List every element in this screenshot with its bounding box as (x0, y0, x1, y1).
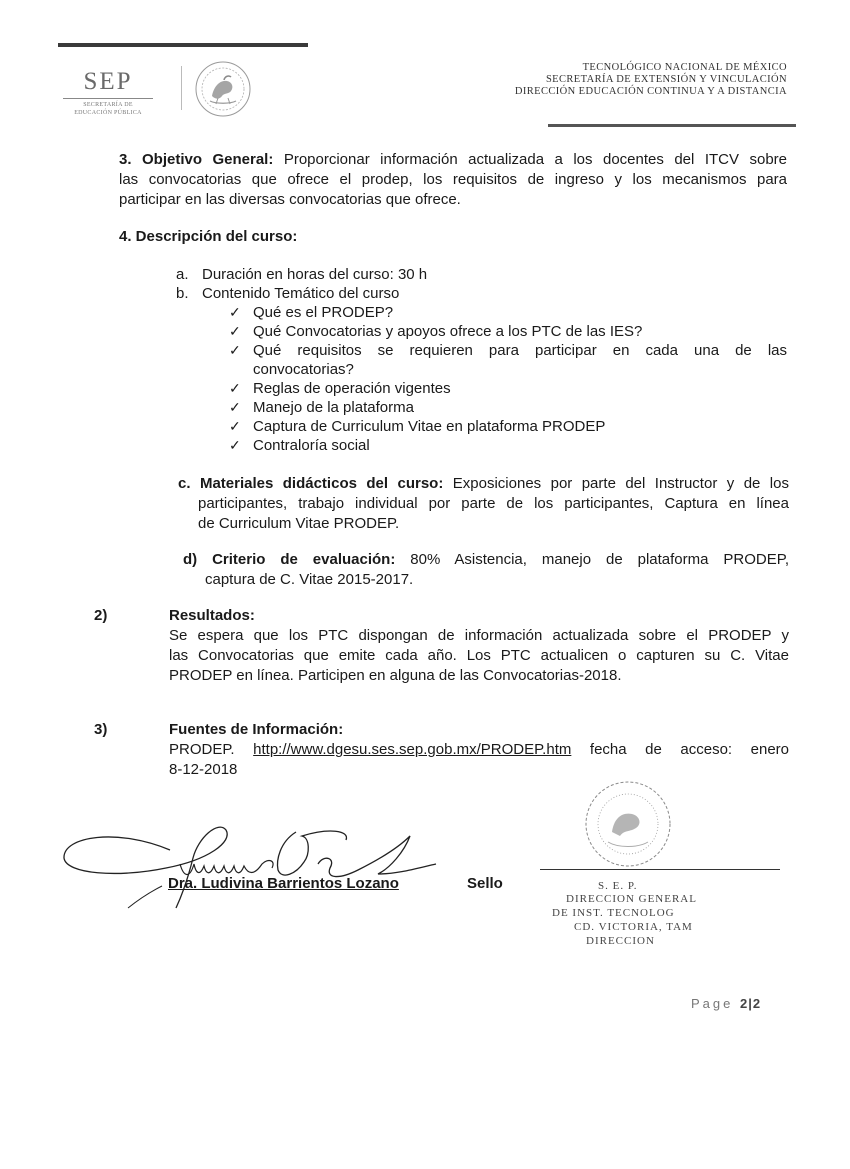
topic-item: Contraloría social (253, 437, 370, 454)
item-b-text: Contenido Temático del curso (202, 285, 400, 302)
check-icon: ✓ (229, 304, 241, 320)
item-b-marker: b. (176, 285, 189, 302)
topic-item: Qué requisitos se requieren para participar en cada una de las (253, 342, 787, 359)
item-a-marker: a. (176, 266, 189, 283)
objetivo-line-3: participar en las diversas convocatorias que ofrece. (119, 191, 461, 208)
sep-logo-rule (63, 98, 153, 99)
item-a-text: Duración en horas del curso: 30 h (202, 266, 428, 283)
sello-rule (540, 869, 780, 870)
materiales-text-1: Exposiciones por parte del Instructor y de los (452, 475, 789, 492)
stamp-line-1: S. E. P. (598, 880, 638, 892)
sep-subtitle-2: EDUCACIÓN PÚBLICA (74, 110, 142, 116)
check-icon: ✓ (229, 380, 241, 396)
materiales-heading: c. Materiales didácticos del curso: (178, 475, 444, 492)
topic-item: Qué Convocatorias y apoyos ofrece a los PTC de las IES? (253, 323, 643, 340)
resultados-line-2: las Convocatorias que emite cada año. Los PTC actualicen o capturen su C. Vitae (169, 647, 789, 664)
sep-logo-block (58, 68, 158, 117)
header-secretaria: SECRETARÍA DE EXTENSIÓN Y VINCULACIÓN (545, 74, 787, 85)
materiales-line-2: participantes, trabajo individual por parte de los participantes, Captura en línea (198, 495, 789, 512)
page-total: 2 (752, 996, 762, 1011)
criterio-line-1 (183, 550, 789, 570)
page-label: Page (691, 996, 734, 1011)
handwritten-signature (58, 808, 458, 918)
criterio-line-2: captura de C. Vitae 2015-2017. (205, 571, 414, 588)
fuentes-suffix: fecha de acceso: enero (589, 741, 790, 758)
page-separator: | (748, 996, 753, 1011)
fuentes-line-1 (169, 740, 789, 760)
topic-item: Captura de Curriculum Vitae en plataforma PRODEP (253, 418, 606, 435)
stamp-line-4: CD. VICTORIA, TAM (574, 921, 693, 933)
fuentes-line-2: 8-12-2018 (169, 761, 238, 778)
check-icon: ✓ (229, 342, 241, 358)
objetivo-line-1 (119, 150, 787, 170)
page-current: 2 (740, 996, 749, 1011)
topic-item-continued: convocatorias? (253, 361, 354, 378)
stamp-line-2: DIRECCION GENERAL (566, 893, 697, 905)
official-seal-stamp (568, 772, 688, 868)
page-number (691, 996, 761, 1011)
check-icon: ✓ (229, 399, 241, 415)
resultados-number: 2) (94, 607, 108, 624)
stamp-line-3: DE INST. TECNOLOG (552, 907, 675, 919)
sello-label: Sello (467, 875, 503, 892)
fuentes-link[interactable]: http://www.dgesu.ses.sep.gob.mx/PRODEP.htm (253, 741, 572, 758)
objetivo-heading: 3. Objetivo General: (119, 151, 274, 168)
signatory-name: Dra. Ludivina Barrientos Lozano (168, 875, 399, 892)
materiales-line-3: de Curriculum Vitae PRODEP. (198, 515, 400, 532)
sep-subtitle-1: SECRETARÍA DE (83, 102, 133, 108)
header-direccion: DIRECCIÓN EDUCACIÓN CONTINUA Y A DISTANCIA (514, 86, 787, 97)
check-icon: ✓ (229, 437, 241, 453)
check-icon: ✓ (229, 323, 241, 339)
criterio-heading: d) Criterio de evaluación: (183, 551, 396, 568)
header-bottom-rule (548, 124, 796, 127)
topic-item: Manejo de la plataforma (253, 399, 414, 416)
mexico-coat-of-arms-icon (194, 60, 252, 118)
materiales-line-1 (178, 474, 789, 494)
objetivo-text-1: Proporcionar información actualizada a los docentes del ITCV sobre (283, 151, 787, 168)
header-institution-block (515, 62, 787, 98)
resultados-heading: Resultados: (169, 607, 255, 624)
fuentes-heading: Fuentes de Información: (169, 721, 344, 738)
fuentes-prefix: PRODEP. (169, 741, 235, 758)
sep-logo: SEP (83, 68, 133, 95)
header-divider (181, 66, 182, 110)
topic-item: Reglas de operación vigentes (253, 380, 451, 397)
objetivo-line-2: las convocatorias que ofrece el prodep, los requisitos de ingreso y los mecanismos para (119, 171, 787, 188)
fuentes-number: 3) (94, 721, 108, 738)
header-top-rule (58, 43, 308, 47)
resultados-line-3: PRODEP en línea. Participen en alguna de las Convocatorias-2018. (169, 667, 622, 684)
criterio-text-1: 80% Asistencia, manejo de plataforma PRODEP, (410, 551, 789, 568)
header-institution: TECNOLÓGICO NACIONAL DE MÉXICO (582, 62, 787, 73)
check-icon: ✓ (229, 418, 241, 434)
descripcion-heading: 4. Descripción del curso: (119, 228, 298, 245)
stamp-line-5: DIRECCION (586, 935, 655, 947)
topic-item: Qué es el PRODEP? (253, 304, 394, 321)
resultados-line-1: Se espera que los PTC dispongan de información actualizada sobre el PRODEP y (169, 627, 789, 644)
